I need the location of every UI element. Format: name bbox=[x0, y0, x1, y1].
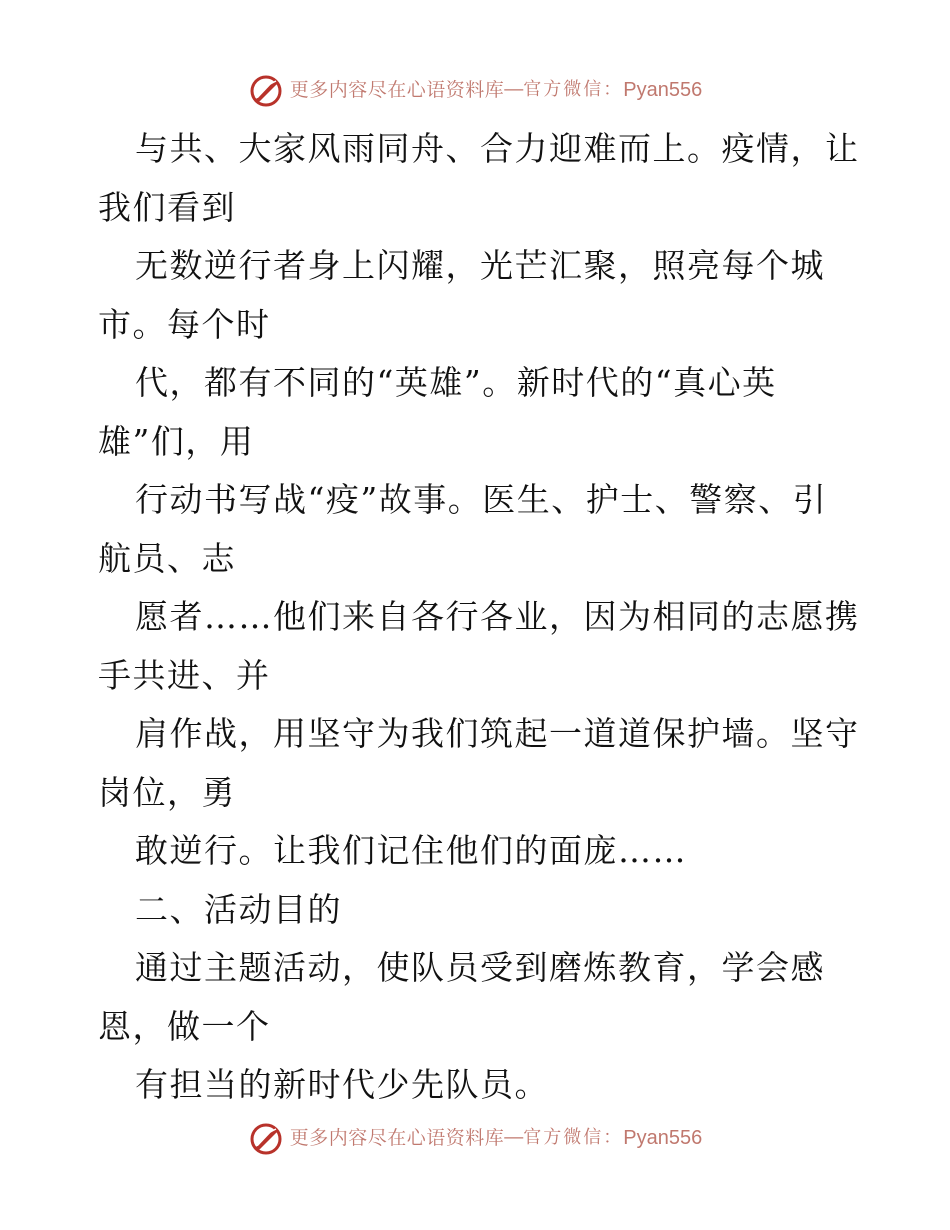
text-line: 有担当的新时代少先队员。 bbox=[135, 1065, 549, 1104]
text-line: 我们看到 bbox=[98, 187, 236, 227]
footer-separator: — bbox=[504, 1127, 524, 1148]
text-line: 无数逆行者身上闪耀，光芒汇聚，照亮每个城 bbox=[135, 246, 825, 285]
header-wechat-id: Pyan556 bbox=[623, 79, 703, 101]
text-line: 敢逆行。让我们记住他们的面庞…… bbox=[135, 831, 687, 870]
text-line: 手共进、并 bbox=[98, 655, 271, 695]
text-line: 市。每个时 bbox=[98, 304, 271, 344]
text-line: 行动书写战“疫”故事。医生、护士、警察、引 bbox=[135, 480, 828, 519]
text-line: 愿者……他们来自各行各业，因为相同的志愿携 bbox=[135, 597, 860, 636]
text-line: 肩作战，用坚守为我们筑起一道道保护墙。坚守 bbox=[135, 714, 860, 753]
footer-brand-text: 更多内容尽在心语资料库 bbox=[289, 1127, 505, 1149]
document-body bbox=[98, 120, 858, 1115]
header-wechat-label: 官方微信： bbox=[523, 79, 624, 100]
footer-banner bbox=[0, 1118, 950, 1158]
quill-logo-icon bbox=[248, 72, 284, 108]
text-line: 代，都有不同的“英雄”。新时代的“真心英 bbox=[135, 363, 777, 402]
text-line: 岗位，勇 bbox=[98, 772, 236, 812]
footer-wechat-label: 官方微信： bbox=[523, 1127, 624, 1148]
header-separator: — bbox=[504, 79, 524, 100]
text-line: 通过主题活动，使队员受到磨炼教育，学会感 bbox=[135, 948, 825, 987]
text-line: 与共、大家风雨同舟、合力迎难而上。疫情，让 bbox=[135, 129, 860, 168]
text-line: 航员、志 bbox=[98, 538, 236, 578]
quill-logo-icon bbox=[248, 1120, 284, 1156]
header-brand-text: 更多内容尽在心语资料库 bbox=[289, 79, 505, 101]
header-banner bbox=[0, 70, 950, 110]
section-heading: 二、活动目的 bbox=[135, 889, 342, 929]
footer-wechat-id: Pyan556 bbox=[623, 1127, 703, 1149]
text-line: 雄”们，用 bbox=[98, 421, 255, 461]
text-line: 恩，做一个 bbox=[98, 1006, 271, 1046]
